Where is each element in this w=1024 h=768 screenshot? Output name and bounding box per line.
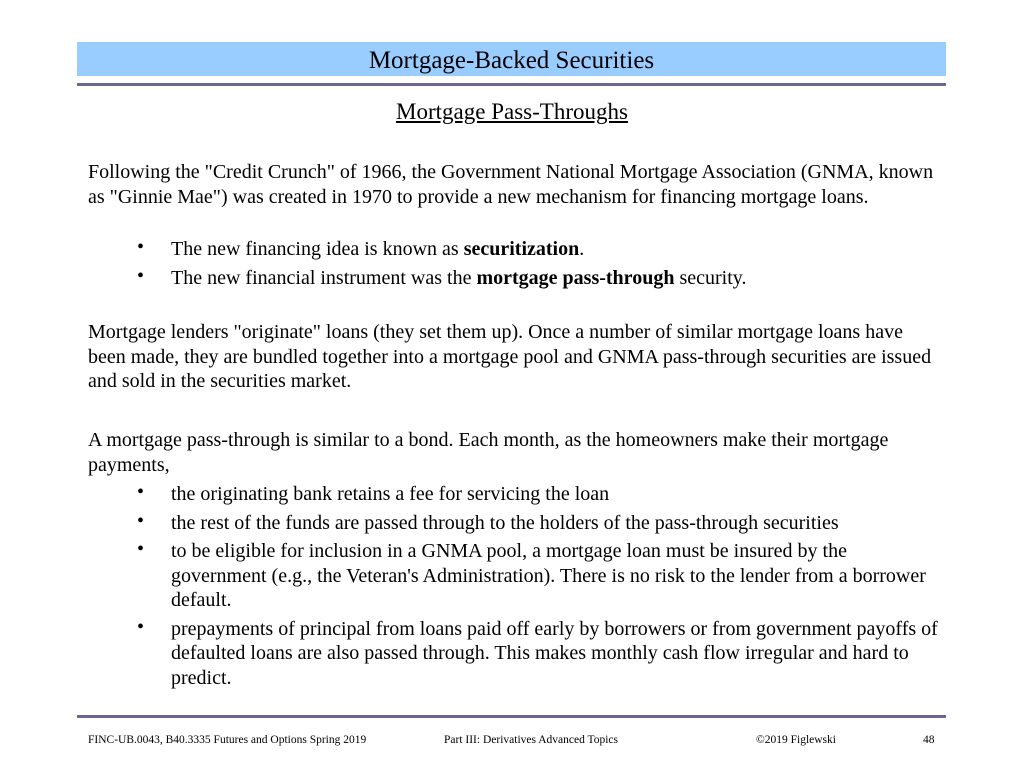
bullet-dot-icon: •: [137, 236, 145, 258]
paragraph-gnma-history: Following the "Credit Crunch" of 1966, the Government National Mortgage Association (GNMA, known as "Ginnie Mae") was created in 1970 to provide a new mechanism for financing mortgage loans.: [88, 161, 934, 208]
slide-subtitle: Mortgage Pass-Throughs: [396, 99, 628, 124]
bullet-item: [0, 617, 941, 691]
bullet-item: [0, 482, 941, 507]
bullet-dot-icon: •: [137, 481, 145, 503]
slide-title-bar: [77, 42, 946, 76]
footer-page-number: 48: [923, 734, 935, 746]
bullet-text: .: [579, 238, 585, 260]
bullet-text: the originating bank retains a fee for servicing the loan: [171, 483, 610, 505]
bullet-item: [0, 511, 941, 536]
bullet-dot-icon: •: [137, 509, 145, 532]
bottom-divider: [77, 715, 946, 718]
bullet-item: [0, 237, 941, 262]
top-divider: [77, 83, 946, 86]
slide-title: Mortgage-Backed Securities: [368, 47, 655, 74]
bullet-dot-icon: •: [137, 538, 145, 560]
bullet-bold-text: mortgage pass-through: [476, 267, 675, 289]
bullet-list-payments: [0, 482, 1024, 690]
footer-copyright: ©2019 Figlewski: [756, 734, 836, 746]
bullet-list-securitization: [0, 237, 1024, 291]
bullet-text: security.: [674, 267, 747, 289]
footer-part: Part III: Derivatives Advanced Topics: [444, 734, 618, 746]
paragraph-originate-loans: Mortgage lenders "originate" loans (they set them up). Once a number of similar mortgage loans have been made, they are bundled together into a mortgage pool and GNMA pass-through securities are issued and sold in the securities market.: [88, 321, 932, 392]
bullet-item: [0, 539, 941, 613]
paragraph-pass-through-bond: A mortgage pass-through is similar to a bond. Each month, as the homeowners make their mortgage payments,: [88, 429, 889, 476]
bullet-text: prepayments of principal from loans paid off early by borrowers or from government payoffs of defaulted loans are also passed through. This makes monthly cash flow irregular and hard to predict.: [171, 617, 938, 689]
footer-course: FINC-UB.0043, B40.3335 Futures and Options Spring 2019: [88, 734, 367, 746]
bullet-dot-icon: •: [137, 265, 145, 287]
bullet-item: [0, 266, 941, 291]
bullet-text: the rest of the funds are passed through to the holders of the pass-through securities: [171, 511, 839, 534]
bullet-bold-text: securitization: [463, 238, 580, 260]
bullet-text: The new financing idea is known as: [171, 238, 464, 260]
bullet-text: to be eligible for inclusion in a GNMA pool, a mortgage loan must be insured by the government (e.g., the Veteran's Administration). There is no risk to the lender from a borrower default.: [171, 540, 926, 611]
bullet-text: The new financial instrument was the: [171, 267, 477, 289]
bullet-dot-icon: •: [137, 615, 145, 638]
